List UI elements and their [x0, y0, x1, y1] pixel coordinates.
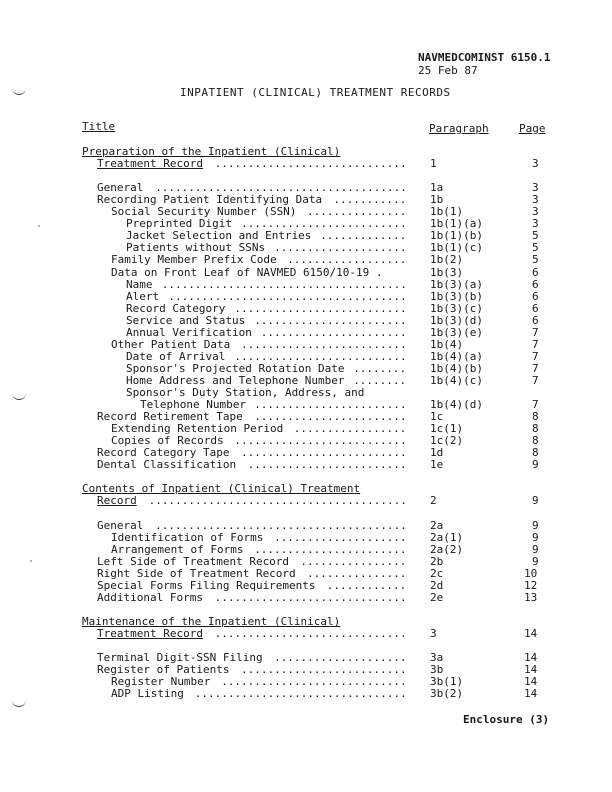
- leader-dots: .........................: [241, 446, 407, 459]
- toc-entry-title: Arrangement of Forms: [111, 543, 244, 556]
- leader-dots: ........: [353, 362, 407, 375]
- leader-dots: .............................: [214, 591, 407, 604]
- toc-entry-paragraph: 1b(2): [430, 253, 464, 266]
- leader-dots: ............: [326, 579, 407, 592]
- toc-entry-paragraph: 3b: [430, 663, 444, 676]
- toc-entry-page: 14: [524, 651, 538, 664]
- toc-entry-paragraph: 1b(4)(b): [430, 362, 483, 375]
- toc-entry-page: 7: [532, 350, 539, 363]
- leader-dots: .......................................: [148, 494, 407, 507]
- toc-entry-title: Annual Verification: [126, 326, 252, 339]
- toc-entry-page: 6: [532, 302, 539, 315]
- leader-dots: .........................: [241, 338, 407, 351]
- toc-entry-paragraph: 3a: [430, 651, 444, 664]
- toc-entry-paragraph: 2d: [430, 579, 444, 592]
- leader-dots: ...............: [307, 205, 407, 218]
- toc-entry-page: 9: [532, 458, 539, 471]
- margin-mark: [12, 88, 26, 95]
- toc-entry-page: 9: [532, 494, 539, 507]
- toc-entry-paragraph: 2b: [430, 555, 444, 568]
- toc-entry-title: Home Address and Telephone Number: [126, 374, 345, 387]
- margin-mark: [12, 700, 26, 707]
- toc-entry-page: 9: [532, 519, 539, 532]
- toc-entry-paragraph: 1a: [430, 181, 444, 194]
- toc-entry-paragraph: 1b(3)(b): [430, 290, 483, 303]
- toc-entry-page: 12: [524, 579, 538, 592]
- toc-entry-page: 9: [532, 543, 539, 556]
- toc-row: [0, 194, 612, 206]
- toc-entry-page: 6: [532, 314, 539, 327]
- instruction-number: NAVMEDCOMINST 6150.1: [418, 51, 551, 64]
- toc-entry-page: 3: [532, 193, 539, 206]
- toc-entry-title: Name: [126, 278, 153, 291]
- toc-entry-title: Maintenance of the Inpatient (Clinical): [82, 615, 341, 628]
- toc-entry-title: Recording Patient Identifying Data: [97, 193, 323, 206]
- toc-row: [0, 592, 612, 604]
- toc-entry-paragraph: 1b(3)(d): [430, 314, 483, 327]
- leader-dots: ..........................: [234, 302, 407, 315]
- toc-entry-title: Telephone Number: [140, 398, 246, 411]
- speck: [30, 560, 32, 562]
- toc-entry-paragraph: 2a(2): [430, 543, 464, 556]
- toc-entry-page: 14: [524, 687, 538, 700]
- leader-dots: ......................: [260, 326, 407, 339]
- toc-row: [0, 158, 612, 170]
- toc-entry-title: Alert: [126, 290, 160, 303]
- toc-entry-title: Patients without SSNs: [126, 241, 266, 254]
- column-header-page: Page: [519, 122, 546, 135]
- enclosure-label: Enclosure (3): [463, 713, 550, 726]
- toc-entry-title: General: [97, 181, 144, 194]
- toc-entry-page: 8: [532, 446, 539, 459]
- leader-dots: .....................................: [161, 278, 407, 291]
- toc-entry-page: 9: [532, 531, 539, 544]
- toc-entry-title: Service and Status: [126, 314, 246, 327]
- leader-dots: .......................: [254, 410, 407, 423]
- toc-entry-title: Dental Classification: [97, 458, 237, 471]
- toc-entry-page: 7: [532, 362, 539, 375]
- toc-entry-title: Contents of Inpatient (Clinical) Treatment: [82, 482, 361, 495]
- toc-entry-title: Family Member Prefix Code: [111, 253, 277, 266]
- toc-entry-paragraph: 1e: [430, 458, 444, 471]
- toc-entry-title: General: [97, 519, 144, 532]
- toc-entry-paragraph: 1b(3)(e): [430, 326, 483, 339]
- leader-dots: .........................: [241, 217, 407, 230]
- toc-entry-title: Copies of Records: [111, 434, 224, 447]
- leader-dots: ....................: [274, 531, 407, 544]
- toc-entry-page: 6: [532, 278, 539, 291]
- toc-entry-title: Record: [97, 494, 137, 507]
- leader-dots: ....................: [274, 241, 407, 254]
- toc-entry-title: Sponsor's Projected Rotation Date: [126, 362, 345, 375]
- toc-row: [0, 628, 612, 640]
- toc-entry-paragraph: 1b(4)(a): [430, 350, 483, 363]
- toc-entry-page: 13: [524, 591, 538, 604]
- toc-entry-paragraph: 1b: [430, 193, 444, 206]
- toc-entry-title: ADP Listing: [111, 687, 184, 700]
- toc-entry-title: Additional Forms: [97, 591, 203, 604]
- toc-entry-paragraph: 2a: [430, 519, 444, 532]
- leader-dots: ...........: [333, 193, 407, 206]
- leader-dots: ....................: [274, 651, 407, 664]
- leader-dots: .......................: [254, 314, 407, 327]
- toc-entry-title: Preparation of the Inpatient (Clinical): [82, 145, 341, 158]
- toc-entry-paragraph: 1c: [430, 410, 444, 423]
- toc-entry-title: Terminal Digit-SSN Filing: [97, 651, 263, 664]
- toc-entry-title: Date of Arrival: [126, 350, 226, 363]
- toc-entry-title: Sponsor's Duty Station, Address, and: [126, 386, 365, 399]
- leader-dots: ..........................: [234, 434, 407, 447]
- column-header-title: Title: [82, 120, 116, 133]
- column-header-paragraph: Paragraph: [429, 122, 489, 135]
- toc-entry-paragraph: 2c: [430, 567, 444, 580]
- leader-dots: .........................: [241, 663, 407, 676]
- leader-dots: .............: [320, 229, 407, 242]
- toc-entry-paragraph: 1b(3): [430, 266, 464, 279]
- toc-entry-title: Other Patient Data: [111, 338, 231, 351]
- toc-entry-page: 7: [532, 398, 539, 411]
- leader-dots: ................................: [194, 687, 407, 700]
- toc-entry-title: Record Category: [126, 302, 226, 315]
- toc-entry-page: 8: [532, 422, 539, 435]
- toc-entry-title: Special Forms Filing Requirements: [97, 579, 316, 592]
- toc-entry-title: Social Security Number (SSN): [111, 205, 297, 218]
- toc-entry-page: 14: [524, 627, 538, 640]
- toc-row: [0, 459, 612, 471]
- toc-entry-page: 14: [524, 675, 538, 688]
- toc-entry-title: Identification of Forms: [111, 531, 264, 544]
- toc-entry-title: Data on Front Leaf of NAVMED 6150/10-19 .: [111, 266, 383, 279]
- leader-dots: ........................: [247, 458, 407, 471]
- toc-entry-paragraph: 1c(2): [430, 434, 464, 447]
- toc-entry-paragraph: 1b(1): [430, 205, 464, 218]
- leader-dots: .................: [293, 422, 407, 435]
- toc-entry-page: 10: [524, 567, 538, 580]
- toc-entry-title: Register Number: [111, 675, 211, 688]
- toc-entry-title: Left Side of Treatment Record: [97, 555, 290, 568]
- speck: [38, 225, 40, 227]
- toc-entry-paragraph: 3b(2): [430, 687, 464, 700]
- leader-dots: .............................: [214, 627, 407, 640]
- toc-entry-paragraph: 1b(1)(b): [430, 229, 483, 242]
- toc-entry-paragraph: 1: [430, 157, 437, 170]
- toc-entry-paragraph: 1b(4)(c): [430, 374, 483, 387]
- toc-entry-page: 8: [532, 410, 539, 423]
- leader-dots: ...............: [307, 567, 407, 580]
- toc-entry-page: 3: [532, 157, 539, 170]
- toc-entry-page: 6: [532, 266, 539, 279]
- toc-entry-title: Treatment Record: [97, 157, 203, 170]
- toc-row: [0, 688, 612, 700]
- toc-entry-paragraph: 1b(4)(d): [430, 398, 483, 411]
- toc-entry-paragraph: 2e: [430, 591, 444, 604]
- toc-entry-paragraph: 3b(1): [430, 675, 464, 688]
- toc-entry-title: Preprinted Digit: [126, 217, 232, 230]
- toc-entry-title: Extending Retention Period: [111, 422, 284, 435]
- toc-entry-paragraph: 1d: [430, 446, 444, 459]
- leader-dots: ........: [353, 374, 407, 387]
- toc-entry-title: Right Side of Treatment Record: [97, 567, 296, 580]
- toc-row: [0, 495, 612, 507]
- toc-entry-paragraph: 1b(3)(a): [430, 278, 483, 291]
- toc-entry-page: 6: [532, 290, 539, 303]
- toc-entry-paragraph: 1c(1): [430, 422, 464, 435]
- toc-entry-page: 8: [532, 434, 539, 447]
- toc-entry-page: 3: [532, 181, 539, 194]
- toc-entry-page: 7: [532, 338, 539, 351]
- instruction-date: 25 Feb 87: [418, 64, 478, 77]
- leader-dots: ................: [300, 555, 407, 568]
- toc-entry-page: 7: [532, 374, 539, 387]
- leader-dots: .......................: [254, 543, 407, 556]
- toc-entry-page: 7: [532, 326, 539, 339]
- toc-entry-title: Jacket Selection and Entries: [126, 229, 312, 242]
- toc-entry-title: Register of Patients: [97, 663, 230, 676]
- leader-dots: ......................................: [155, 181, 407, 194]
- toc-entry-page: 3: [532, 205, 539, 218]
- leader-dots: ..........................: [234, 350, 407, 363]
- leader-dots: .............................: [214, 157, 407, 170]
- leader-dots: ..................: [287, 253, 407, 266]
- toc-entry-page: 14: [524, 663, 538, 676]
- toc-entry-title: Treatment Record: [97, 627, 203, 640]
- toc-entry-page: 5: [532, 253, 539, 266]
- leader-dots: ....................................: [168, 290, 407, 303]
- toc-entry-paragraph: 2a(1): [430, 531, 464, 544]
- toc-entry-page: 5: [532, 229, 539, 242]
- toc-row: [0, 556, 612, 568]
- toc-entry-paragraph: 1b(4): [430, 338, 464, 351]
- toc-entry-paragraph: 1b(3)(c): [430, 302, 483, 315]
- toc-entry-page: 9: [532, 555, 539, 568]
- toc-entry-paragraph: 2: [430, 494, 437, 507]
- toc-entry-paragraph: 3: [430, 627, 437, 640]
- toc-entry-title: Record Retirement Tape: [97, 410, 243, 423]
- leader-dots: .......................: [254, 398, 407, 411]
- leader-dots: ............................: [221, 675, 407, 688]
- toc-entry-page: 3: [532, 217, 539, 230]
- toc-entry-paragraph: 1b(1)(a): [430, 217, 483, 230]
- toc-entry-paragraph: 1b(1)(c): [430, 241, 483, 254]
- toc-entry-page: 5: [532, 241, 539, 254]
- toc-entry-title: Record Category Tape: [97, 446, 230, 459]
- toc-row: [0, 254, 612, 266]
- leader-dots: ......................................: [155, 519, 407, 532]
- page-title: INPATIENT (CLINICAL) TREATMENT RECORDS: [180, 86, 451, 99]
